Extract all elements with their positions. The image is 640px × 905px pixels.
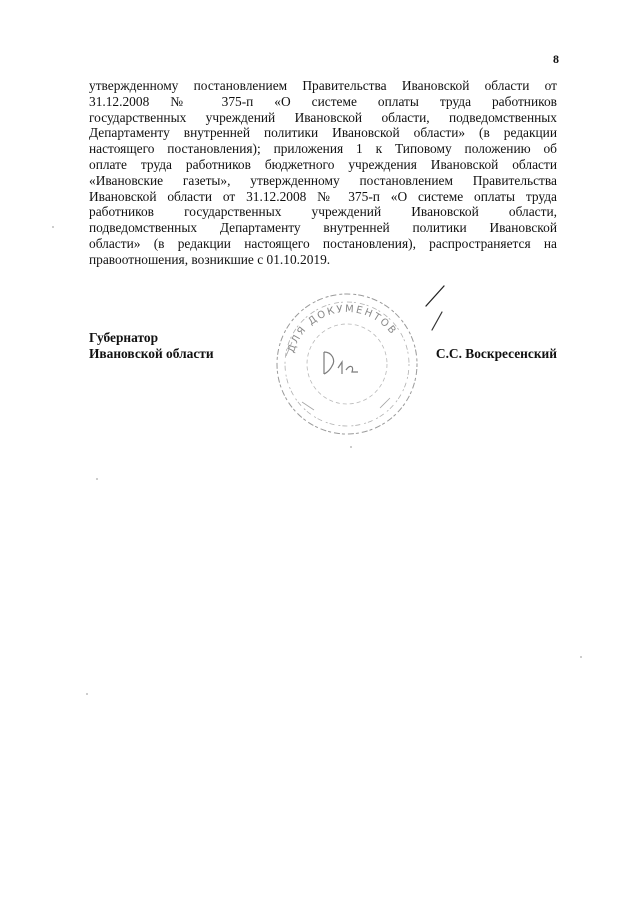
- paragraph-line: Департаменту внутренней политики Ивановской области» (в редакции: [89, 125, 557, 141]
- position-title: Губернатор: [89, 330, 159, 345]
- scan-speck: [580, 656, 582, 658]
- position-region: Ивановской области: [89, 346, 214, 361]
- paragraph-line: оплате труда работников бюджетного учреждения Ивановской области: [89, 156, 557, 172]
- seal-text: ДЛЯ ДОКУМЕНТОВ: [285, 303, 399, 355]
- paragraph-line: подведомственных Департаменту внутренней политики Ивановской: [89, 220, 557, 236]
- paragraph-line: утвержденному постановлением Правительства Ивановской области от: [89, 78, 557, 93]
- page-number: 8: [553, 52, 559, 66]
- scan-speck: [52, 226, 54, 228]
- paragraph-line: правоотношения, возникшие с 01.10.2019.: [89, 251, 331, 267]
- signatory-name: С.С. Воскресенский: [435, 346, 557, 361]
- signatory-position: [89, 330, 214, 362]
- scan-speck: [350, 446, 352, 448]
- paragraph-line: настоящего постановления); приложения 1 к Типовому положению об: [89, 141, 557, 157]
- paragraph-line: государственных учреждений Ивановской области, подведомственных: [89, 109, 557, 125]
- handwritten-signature: [418, 284, 452, 332]
- official-seal: [262, 282, 432, 442]
- paragraph-line: «Ивановские газеты», утвержденному постановлением Правительства: [89, 172, 557, 188]
- paragraph-line: области» (в редакции настоящего постановления), распространяется на: [89, 235, 557, 251]
- paragraph: [89, 78, 557, 268]
- paragraph-line: Ивановской области от 31.12.2008 № 375-п «О системе оплаты труда: [89, 188, 557, 204]
- svg-text:ДЛЯ ДОКУМЕНТОВ: [286, 304, 399, 354]
- scan-speck: [96, 478, 98, 480]
- paragraph-line: работников государственных учреждений Ивановской области,: [89, 204, 557, 220]
- scan-speck: [86, 693, 88, 695]
- paragraph-line: 31.12.2008 № 375-п «О системе оплаты труда работников: [89, 93, 557, 109]
